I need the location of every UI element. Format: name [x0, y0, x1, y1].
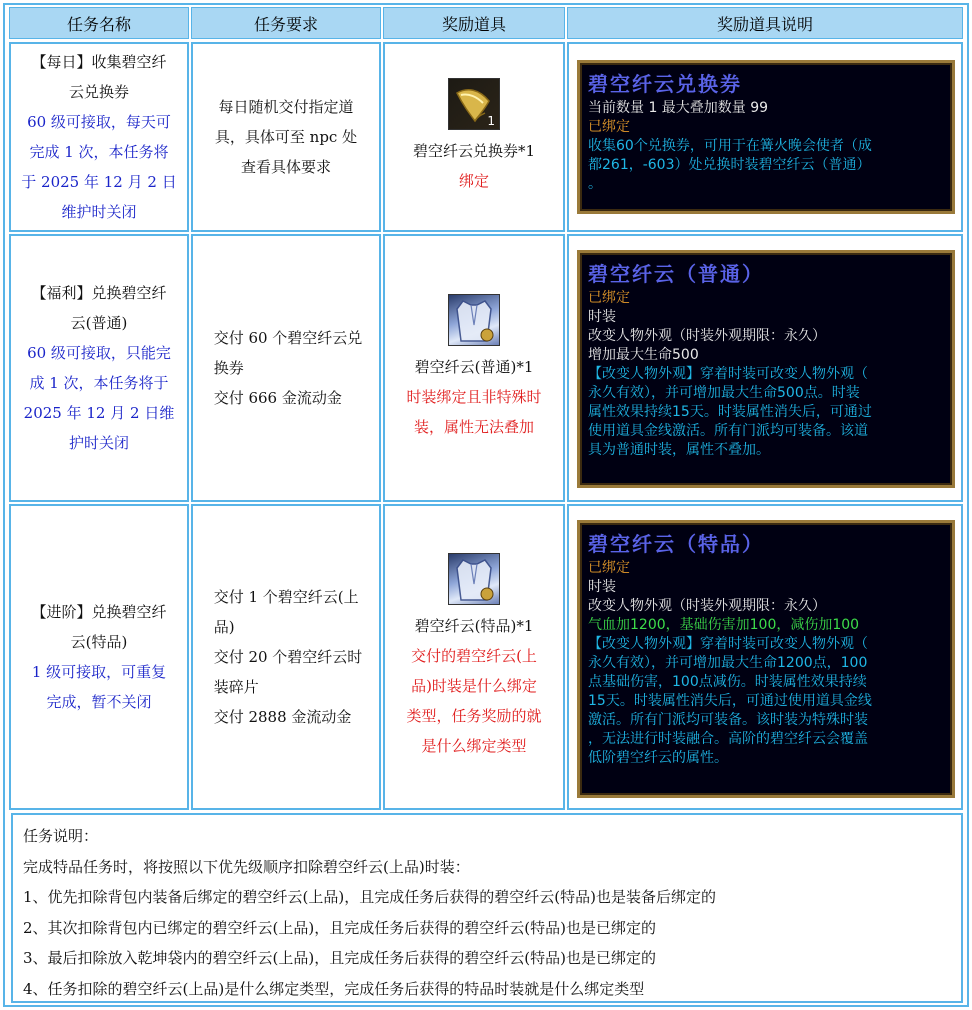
header-task-requirement: 任务要求 — [191, 7, 381, 39]
tooltip-line: 激活。所有门派均可装备。该时装为特殊时装 — [588, 712, 868, 728]
row1-task-condition: 60 级可接取，每天可 完成 1 次，本任务将 于 2025 年 12 月 2 日 维护时关闭 — [21, 113, 177, 221]
row1-task-name: 【每日】收集碧空纤 云兑换券 — [31, 53, 167, 101]
header-reward-description: 奖励道具说明 — [567, 7, 963, 39]
row2-task-condition: 60 级可接取，只能完 成 1 次，本任务将于 2025 年 12 月 2 日维 护时关闭 — [23, 344, 175, 452]
tooltip-line: 属性效果持续15天。时装属性消失后，可通过 — [588, 404, 872, 420]
tooltip-line: 【改变人物外观】穿着时装可改变人物外观（ — [588, 366, 868, 382]
tooltip-line: 增加最大生命500 — [588, 347, 699, 363]
row1-reward-cell — [383, 42, 565, 232]
tooltip-line: 【改变人物外观】穿着时装可改变人物外观（ — [588, 636, 868, 652]
row1-reward-name: 碧空纤云兑换券*1 — [412, 142, 536, 160]
quest-table — [3, 3, 969, 1007]
tooltip-line: 改变人物外观（时装外观期限：永久） — [588, 598, 826, 614]
header-reward-item: 奖励道具 — [383, 7, 565, 39]
notes-intro: 完成特品任务时，将按照以下优先级顺序扣除碧空纤云(上品)时装： — [23, 857, 470, 876]
notes-item: 1、优先扣除背包内装备后绑定的碧空纤云(上品)，且完成任务后获得的碧空纤云(特品)也是装备后绑定的 — [23, 888, 716, 906]
tooltip-line: 使用道具金线激活。所有门派均可装备。该道 — [588, 423, 868, 439]
tooltip-line: 时装 — [588, 309, 616, 325]
row3-item-tooltip — [577, 520, 955, 798]
row3-reward-bind: 交付的碧空纤云(上 品)时装是什么绑定 类型，任务奖励的就 是什么绑定类型 — [406, 647, 542, 755]
row1-requirement: 每日随机交付指定道 具，具体可至 npc 处 查看具体要求 — [214, 98, 358, 176]
scroll-ticket-icon[interactable] — [448, 78, 500, 130]
tooltip-line: 已绑定 — [588, 290, 630, 306]
tooltip-line: 点基础伤害，100点减伤。时装属性效果持续 — [588, 674, 867, 690]
tooltip-line: 时装 — [588, 579, 616, 595]
row1-task-name-cell — [9, 42, 189, 232]
robe-costume-icon[interactable] — [448, 294, 500, 346]
tooltip-line: 低阶碧空纤云的属性。 — [588, 750, 728, 766]
notes-item: 2、其次扣除背包内已绑定的碧空纤云(上品)，且完成任务后获得的碧空纤云(特品)也是已绑定的 — [23, 918, 656, 937]
tooltip-line: 收集60个兑换券，可用于在篝火晚会使者（成 — [588, 138, 872, 154]
tooltip-line: 改变人物外观（时装外观期限：永久） — [588, 328, 826, 344]
row3-requirement: 交付 1 个碧空纤云(上 品) 交付 20 个碧空纤云时 装碎片 交付 2888 金流动金 — [213, 588, 363, 726]
row2-reward-name: 碧空纤云(普通)*1 — [414, 358, 534, 376]
tooltip-title: 碧空纤云（特品） — [588, 532, 764, 556]
header-task-name: 任务名称 — [9, 7, 189, 39]
row2-requirement-cell — [191, 234, 381, 502]
notes-item: 4、任务扣除的碧空纤云(上品)是什么绑定类型，完成任务后获得的特品时装就是什么绑定类型 — [23, 979, 645, 998]
row3-task-condition: 1 级可接取，可重复 完成，暂不关闭 — [31, 663, 167, 711]
row1-reward-bind: 绑定 — [458, 172, 489, 190]
row3-reward-cell — [383, 504, 565, 810]
tooltip-title: 碧空纤云兑换券 — [588, 72, 742, 96]
row1-requirement-cell — [191, 42, 381, 232]
row3-reward-name: 碧空纤云(特品)*1 — [414, 617, 534, 635]
task-notes — [11, 813, 963, 1003]
row2-reward-cell — [383, 234, 565, 502]
robe-costume-special-icon[interactable] — [448, 553, 500, 605]
row1-item-tooltip — [577, 60, 955, 214]
row3-task-name: 【进阶】兑换碧空纤 云(特品) — [31, 603, 167, 651]
row3-task-name-cell — [9, 504, 189, 810]
row2-reward-bind: 时装绑定且非特殊时 装，属性无法叠加 — [406, 388, 542, 436]
tooltip-line: 已绑定 — [588, 560, 630, 576]
tooltip-line: 永久有效），并可增加最大生命1200点，100 — [588, 655, 868, 671]
row2-task-name-cell — [9, 234, 189, 502]
tooltip-title: 碧空纤云（普通） — [588, 262, 764, 286]
tooltip-line: 。 — [588, 176, 602, 192]
tooltip-line: 已绑定 — [588, 119, 630, 135]
row2-task-name: 【福利】兑换碧空纤 云(普通) — [31, 284, 167, 332]
tooltip-line: 永久有效），并可增加最大生命500点。时装 — [588, 385, 860, 401]
row3-requirement-cell — [191, 504, 381, 810]
row3-description-cell — [567, 504, 963, 810]
row2-requirement: 交付 60 个碧空纤云兑 换券 交付 666 金流动金 — [213, 329, 363, 407]
row1-description-cell — [567, 42, 963, 232]
row2-item-tooltip — [577, 250, 955, 488]
icon-quantity: 1 — [487, 114, 495, 128]
tooltip-line: 具为普通时装，属性不叠加。 — [588, 442, 770, 458]
tooltip-line: 15天。时装属性消失后，可通过使用道具金线 — [588, 693, 872, 709]
notes-title: 任务说明： — [23, 827, 99, 845]
tooltip-line: ，无法进行时装融合。高阶的碧空纤云会覆盖 — [588, 731, 868, 747]
row2-description-cell — [567, 234, 963, 502]
tooltip-line: 当前数量 1 最大叠加数量 99 — [588, 100, 769, 116]
notes-item: 3、最后扣除放入乾坤袋内的碧空纤云(上品)，且完成任务后获得的碧空纤云(特品)也是已绑定的 — [23, 949, 656, 967]
tooltip-line: 气血加1200，基础伤害加100，减伤加100 — [588, 617, 860, 633]
tooltip-line: 都261，-603）处兑换时装碧空纤云（普通） — [588, 157, 871, 173]
